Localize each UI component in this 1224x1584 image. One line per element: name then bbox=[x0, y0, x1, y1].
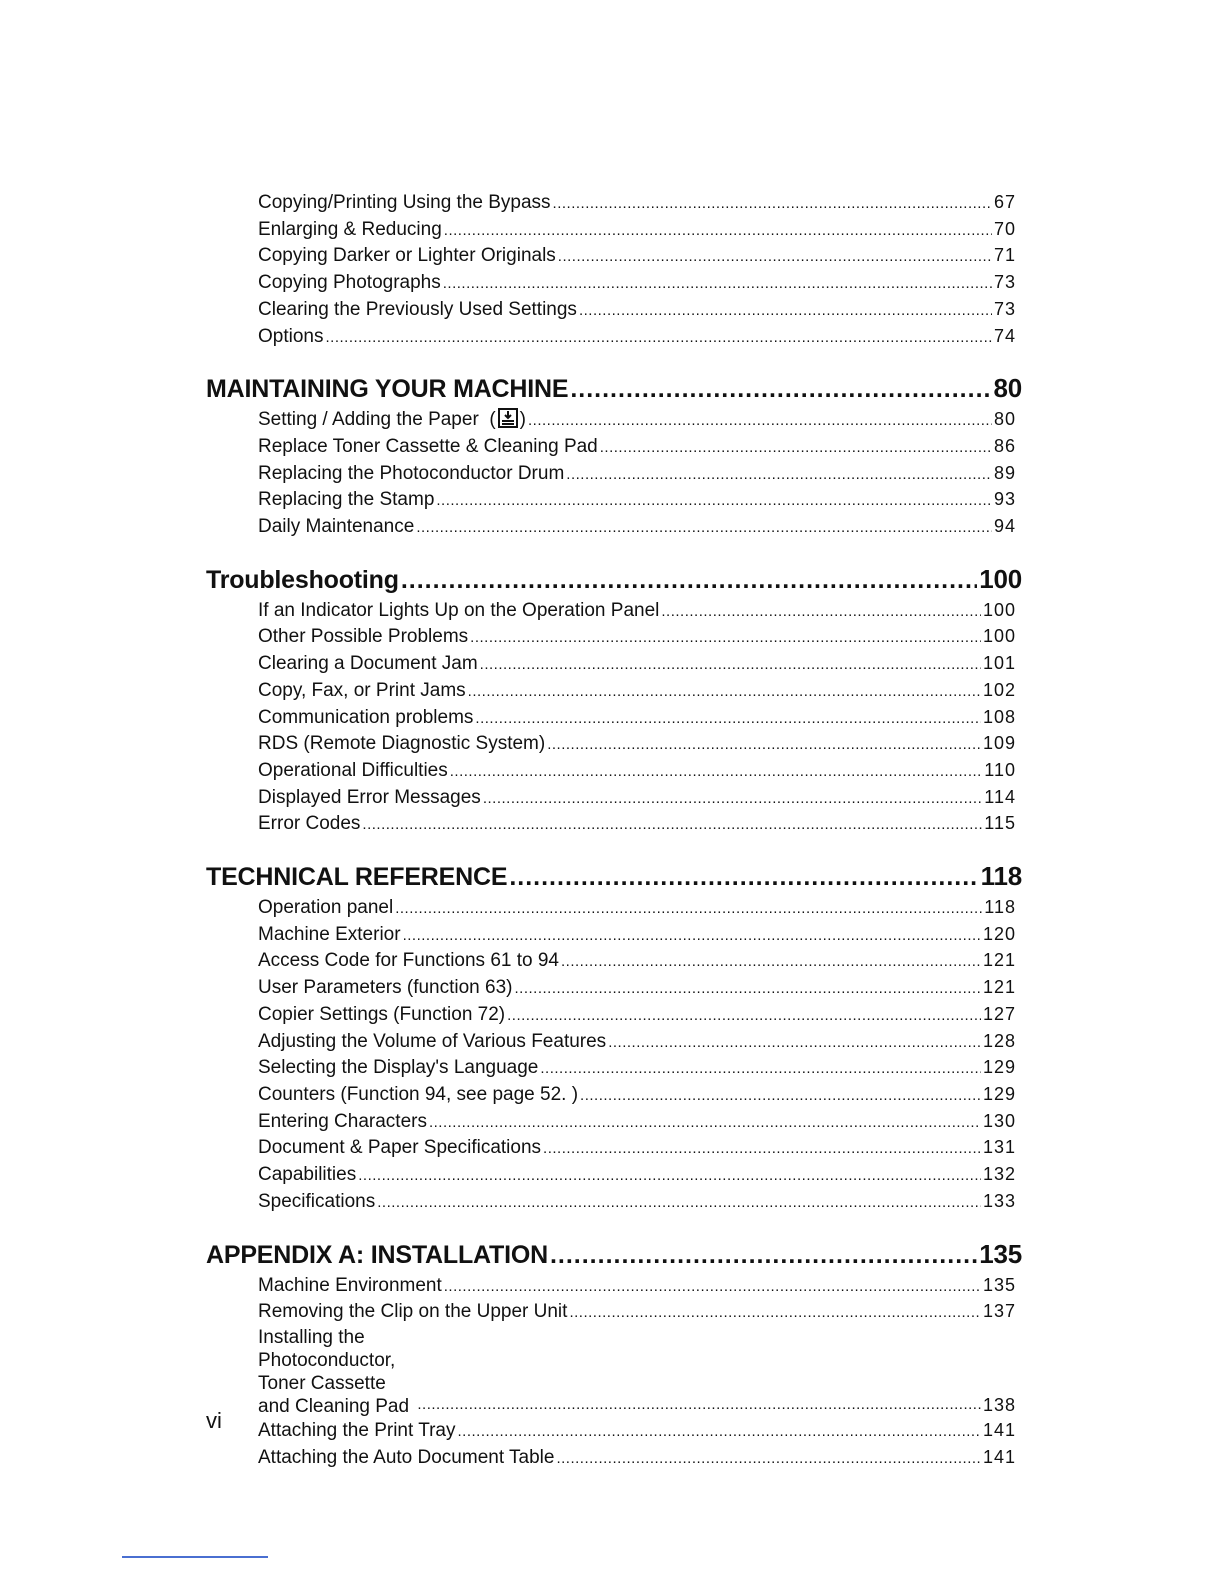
entry-label: Options bbox=[258, 325, 324, 347]
entry-page: 93 bbox=[993, 489, 1016, 510]
entry-page: 130 bbox=[982, 1110, 1016, 1131]
dot-leader bbox=[547, 733, 981, 758]
entry-page: 118 bbox=[984, 897, 1016, 918]
entry-page: 86 bbox=[993, 435, 1016, 456]
heading-page: 135 bbox=[979, 1238, 1022, 1269]
toc-entry[interactable] bbox=[258, 1029, 1016, 1056]
dot-leader bbox=[468, 680, 981, 705]
entry-page: 129 bbox=[982, 1083, 1016, 1104]
toc-entry[interactable] bbox=[258, 190, 1016, 217]
entry-page: 138 bbox=[982, 1395, 1016, 1416]
toc-entry[interactable] bbox=[258, 1189, 1016, 1216]
toc-entry[interactable] bbox=[258, 297, 1016, 324]
dot-leader bbox=[475, 707, 981, 732]
dot-leader bbox=[436, 489, 992, 514]
entry-label: Removing the Clip on the Upper Unit bbox=[258, 1301, 568, 1323]
entry-page: 129 bbox=[982, 1057, 1016, 1078]
entry-page: 141 bbox=[982, 1446, 1016, 1467]
dot-leader bbox=[483, 787, 982, 812]
entry-label: Installing the Photoconductor, Toner Cassette and Cleaning Pad bbox=[258, 1326, 410, 1417]
toc-entry[interactable] bbox=[258, 324, 1016, 351]
toc-section-troubleshooting bbox=[206, 563, 1032, 838]
toc-entry[interactable] bbox=[258, 1418, 1016, 1445]
dot-leader bbox=[401, 564, 977, 596]
entry-label: Operational Difficulties bbox=[258, 759, 448, 781]
dot-leader bbox=[395, 897, 982, 922]
entry-page: 89 bbox=[993, 462, 1016, 483]
entry-label: Copying/Printing Using the Bypass bbox=[258, 192, 551, 213]
toc-entry[interactable] bbox=[258, 678, 1016, 705]
dot-leader bbox=[570, 373, 991, 405]
entry-page: 114 bbox=[984, 786, 1016, 807]
entry-label: Replacing the Stamp bbox=[258, 489, 435, 511]
heading-page: 118 bbox=[980, 861, 1022, 892]
heading-page: 100 bbox=[979, 563, 1022, 594]
entry-label: Machine Exterior bbox=[258, 923, 401, 945]
entry-page: 141 bbox=[982, 1419, 1016, 1440]
toc-section-appendix-a bbox=[206, 1238, 1032, 1472]
entry-page: 73 bbox=[993, 272, 1016, 293]
toc-entry[interactable] bbox=[258, 514, 1016, 541]
toc-entry[interactable] bbox=[258, 705, 1016, 732]
paper-tray-icon bbox=[498, 408, 518, 428]
toc-heading[interactable] bbox=[206, 860, 1032, 893]
entry-label: Copying Darker or Lighter Originals bbox=[258, 245, 556, 267]
toc-entry[interactable] bbox=[258, 1135, 1016, 1162]
page-number: vi bbox=[206, 1408, 222, 1433]
toc-section-maintaining bbox=[206, 372, 1032, 541]
entry-label: Copy, Fax, or Print Jams bbox=[258, 679, 466, 701]
entry-label: Operation panel bbox=[258, 897, 394, 919]
entry-page: 109 bbox=[982, 733, 1016, 754]
entry-label: Replace Toner Cassette & Cleaning Pad bbox=[258, 435, 598, 457]
toc-entry[interactable] bbox=[258, 1109, 1016, 1136]
entry-page: 121 bbox=[982, 950, 1016, 971]
entry-label: Entering Characters bbox=[258, 1110, 427, 1132]
dot-leader bbox=[470, 626, 981, 651]
entry-label: User Parameters (function 63) bbox=[258, 977, 513, 999]
toc-entry[interactable] bbox=[258, 1082, 1016, 1109]
toc-entry[interactable] bbox=[258, 1326, 1016, 1418]
toc-entry[interactable] bbox=[258, 270, 1016, 297]
entry-page: 101 bbox=[982, 653, 1016, 674]
entry-page: 137 bbox=[982, 1301, 1016, 1322]
toc-entry[interactable] bbox=[258, 407, 1016, 434]
entry-page: 128 bbox=[982, 1030, 1016, 1051]
dot-leader bbox=[403, 924, 981, 949]
entry-label: Clearing a Document Jam bbox=[258, 653, 478, 675]
toc-entry[interactable] bbox=[258, 1299, 1016, 1326]
heading-label: TECHNICAL REFERENCE bbox=[206, 863, 508, 892]
entry-page: 100 bbox=[982, 626, 1016, 647]
toc-entry[interactable] bbox=[258, 243, 1016, 270]
entry-page: 80 bbox=[993, 409, 1016, 430]
dot-leader bbox=[608, 1031, 981, 1056]
entry-label: Attaching the Print Tray bbox=[258, 1419, 456, 1441]
entry-label: Clearing the Previously Used Settings bbox=[258, 298, 577, 320]
dot-leader bbox=[444, 219, 992, 244]
entry-label: Error Codes bbox=[258, 813, 361, 835]
dot-leader bbox=[458, 1420, 981, 1445]
entry-page: 115 bbox=[984, 813, 1016, 834]
toc-entry[interactable] bbox=[258, 785, 1016, 812]
entry-label-text: Setting / Adding the Paper bbox=[258, 409, 479, 431]
heading-label: Troubleshooting bbox=[206, 565, 399, 594]
dot-leader bbox=[569, 1301, 981, 1326]
toc-entry[interactable] bbox=[258, 487, 1016, 514]
toc-entries bbox=[206, 190, 1032, 350]
dot-leader bbox=[550, 1239, 977, 1271]
dot-leader bbox=[580, 1084, 981, 1109]
dot-leader bbox=[528, 409, 992, 434]
entry-page: 127 bbox=[982, 1003, 1016, 1024]
heading-label: MAINTAINING YOUR MACHINE bbox=[206, 375, 569, 404]
toc-entry[interactable] bbox=[258, 1055, 1016, 1082]
toc-entries bbox=[206, 598, 1032, 838]
entry-page: 133 bbox=[982, 1190, 1016, 1211]
dot-leader bbox=[444, 1275, 981, 1300]
entry-label: Counters (Function 94, see page 52. ) bbox=[258, 1083, 579, 1105]
dot-leader bbox=[558, 245, 992, 270]
heading-label: APPENDIX A: INSTALLATION bbox=[206, 1240, 548, 1269]
entry-page: 67 bbox=[993, 192, 1016, 212]
toc-heading[interactable] bbox=[206, 372, 1032, 405]
entry-page: 102 bbox=[982, 679, 1016, 700]
dot-leader bbox=[480, 653, 981, 678]
entry-label: Specifications bbox=[258, 1190, 376, 1212]
toc-entries bbox=[206, 407, 1032, 541]
toc-heading[interactable] bbox=[206, 563, 1032, 596]
entry-label: Adjusting the Volume of Various Features bbox=[258, 1030, 607, 1052]
toc-entries bbox=[206, 1273, 1032, 1472]
entry-label: Setting / Adding the Paper ( ) bbox=[258, 409, 526, 431]
entry-label: Capabilities bbox=[258, 1164, 357, 1186]
entry-page: 100 bbox=[982, 599, 1016, 620]
entry-page: 110 bbox=[984, 759, 1016, 780]
dot-leader bbox=[429, 1111, 981, 1136]
entry-label: Access Code for Functions 61 to 94 bbox=[258, 950, 559, 972]
bottom-rule bbox=[122, 1556, 268, 1558]
entry-page: 131 bbox=[982, 1137, 1016, 1158]
dot-leader bbox=[515, 977, 981, 1002]
dot-leader bbox=[509, 861, 978, 893]
entry-label: Selecting the Display's Language bbox=[258, 1057, 539, 1079]
entry-page: 74 bbox=[993, 325, 1016, 346]
dot-leader bbox=[443, 272, 992, 297]
entry-page: 108 bbox=[982, 706, 1016, 727]
table-of-contents bbox=[206, 188, 1032, 1493]
dot-leader bbox=[325, 326, 991, 351]
toc-entry[interactable] bbox=[258, 1162, 1016, 1189]
dot-leader bbox=[661, 600, 981, 625]
dot-leader bbox=[556, 1447, 980, 1472]
toc-entry[interactable] bbox=[258, 1445, 1016, 1472]
dot-leader bbox=[553, 192, 992, 217]
dot-leader bbox=[543, 1137, 981, 1162]
dot-leader bbox=[450, 760, 983, 785]
dot-leader bbox=[561, 950, 981, 975]
toc-section-technical-reference bbox=[206, 860, 1032, 1215]
dot-leader bbox=[579, 299, 992, 324]
entry-page: 73 bbox=[993, 298, 1016, 319]
toc-entry[interactable] bbox=[258, 461, 1016, 488]
dot-leader bbox=[507, 1004, 981, 1029]
dot-leader bbox=[377, 1191, 981, 1216]
entry-label: Other Possible Problems bbox=[258, 626, 469, 648]
toc-entry[interactable] bbox=[258, 651, 1016, 678]
entry-page: 132 bbox=[982, 1164, 1016, 1185]
dot-leader bbox=[358, 1164, 981, 1189]
toc-entry[interactable] bbox=[258, 217, 1016, 244]
toc-entry[interactable] bbox=[258, 811, 1016, 838]
toc-entry[interactable] bbox=[258, 434, 1016, 461]
entry-label: Replacing the Photoconductor Drum bbox=[258, 462, 565, 484]
entry-label: Copying Photographs bbox=[258, 272, 441, 294]
dot-leader bbox=[600, 436, 992, 461]
entry-label: Machine Environment bbox=[258, 1274, 442, 1296]
entry-label: Communication problems bbox=[258, 706, 474, 728]
toc-entries bbox=[206, 895, 1032, 1215]
dot-leader bbox=[416, 516, 992, 541]
toc-entry[interactable] bbox=[258, 1273, 1016, 1300]
toc-entry[interactable] bbox=[258, 1002, 1016, 1029]
heading-page: 80 bbox=[993, 373, 1022, 404]
entry-page: 120 bbox=[982, 923, 1016, 944]
toc-entry[interactable] bbox=[258, 895, 1016, 922]
toc-entry[interactable] bbox=[258, 624, 1016, 651]
entry-label: Daily Maintenance bbox=[258, 516, 415, 538]
entry-label: RDS (Remote Diagnostic System) bbox=[258, 733, 546, 755]
entry-page: 135 bbox=[982, 1274, 1016, 1295]
toc-entry[interactable] bbox=[258, 598, 1016, 625]
entry-label: If an Indicator Lights Up on the Operation Panel bbox=[258, 599, 660, 621]
entry-label: Enlarging & Reducing bbox=[258, 218, 442, 240]
entry-label: Document & Paper Specifications bbox=[258, 1137, 542, 1159]
toc-entry[interactable] bbox=[258, 758, 1016, 785]
toc-heading[interactable] bbox=[206, 1238, 1032, 1271]
toc-entry[interactable] bbox=[258, 975, 1016, 1002]
entry-page: 71 bbox=[993, 245, 1016, 266]
entry-label: Copier Settings (Function 72) bbox=[258, 1003, 506, 1025]
toc-entry[interactable] bbox=[258, 922, 1016, 949]
entry-page: 121 bbox=[982, 977, 1016, 998]
entry-page: 70 bbox=[993, 218, 1016, 239]
dot-leader bbox=[566, 463, 992, 488]
toc-entry[interactable] bbox=[258, 731, 1016, 758]
dot-leader bbox=[540, 1057, 981, 1082]
toc-section-continued bbox=[206, 190, 1032, 350]
dot-leader bbox=[417, 1393, 981, 1418]
dot-leader bbox=[362, 813, 982, 838]
toc-entry[interactable] bbox=[258, 948, 1016, 975]
entry-label: Displayed Error Messages bbox=[258, 786, 481, 808]
entry-page: 94 bbox=[993, 516, 1016, 537]
entry-label: Attaching the Auto Document Table bbox=[258, 1446, 555, 1468]
